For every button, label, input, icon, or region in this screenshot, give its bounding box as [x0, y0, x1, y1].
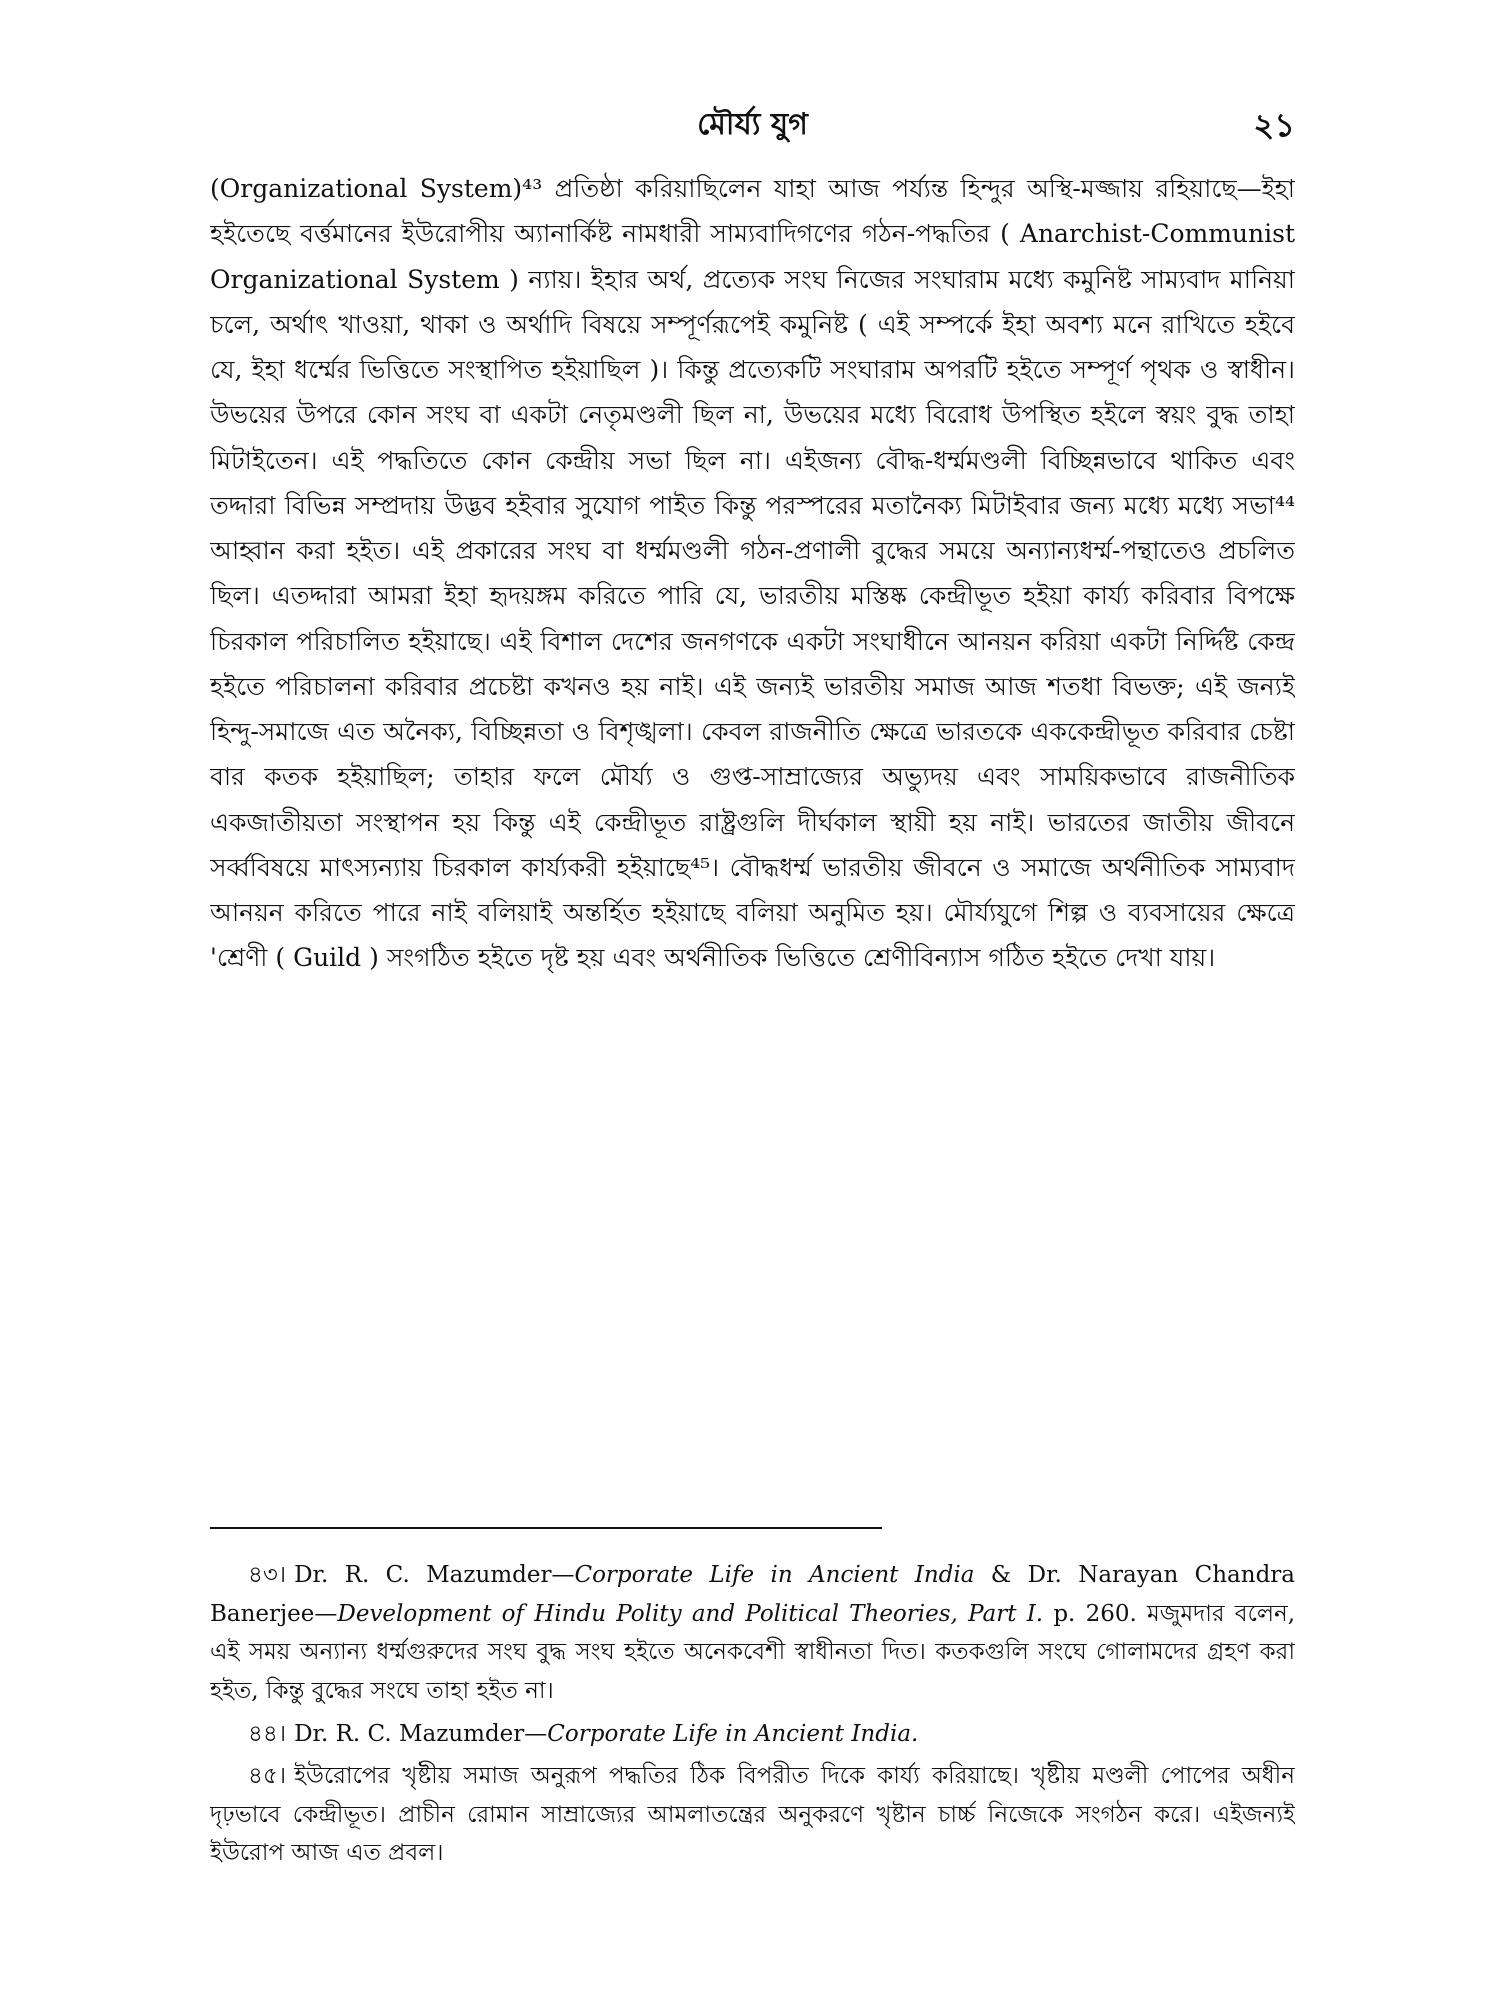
footnote-number: ৪৩। — [248, 1562, 287, 1588]
footnote-text: & Dr. Narayan Chandra Banerjee— — [210, 1562, 1295, 1627]
running-head — [210, 100, 1295, 144]
main-text — [210, 166, 1295, 1496]
chapter-title: মৌর্য্য যুগ — [697, 107, 808, 142]
footnote-text: p. 260. মজুমদার বলেন, এই সময় অন্যান্য ধর্ম্মগুরুদের সংঘ বুদ্ধ সংঘ হইতে অনেকবেশী স্বাধীনতা দিত। কতকগুলি সংঘে গোলামদের গ্রহণ করা হইত, কিন্তু বুদ্ধের সংঘে তাহা হইত না। — [210, 1600, 1295, 1704]
footnote-text: ইউরোপের খৃষ্টীয় সমাজ অনুরূপ পদ্ধতির ঠিক বিপরীত দিকে কার্য্য করিয়াছে। খৃষ্টীয় মণ্ডলী পোপের অধীন দৃঢ়ভাবে কেন্দ্রীভূত। প্রাচীন রোমান সাম্রাজ্যের আমলাতন্ত্রের অনুকরণে খৃষ্টান চার্চ্চ নিজেকে সংগঠন করে। এইজন্যই ইউরোপ আজ এত প্রবল। — [210, 1763, 1295, 1867]
footnote-number: ৪৫। — [248, 1763, 287, 1790]
footnote-work-title: Corporate Life in Ancient India — [574, 1562, 975, 1588]
footnotes — [210, 1556, 1295, 1956]
page-number: ২১ — [1253, 106, 1295, 144]
footnote-43 — [210, 1556, 1295, 1711]
footnote-45 — [210, 1757, 1295, 1873]
footnote-number: ৪৪। — [248, 1720, 287, 1747]
footnote-work-title: Development of Hindu Polity and Political Theories, Part I. — [337, 1600, 1044, 1627]
footnote-divider — [210, 1527, 882, 1529]
footnote-work-title: Corporate Life in Ancient India. — [547, 1720, 919, 1747]
footnote-text: Dr. R. C. Mazumder— — [294, 1720, 548, 1747]
footnote-44 — [210, 1715, 1295, 1754]
footnote-text: Dr. R. C. Mazumder— — [294, 1562, 575, 1588]
body-paragraph: (Organizational System)⁴³ প্রতিষ্ঠা করিয়াছিলেন যাহা আজ পর্য্যন্ত হিন্দুর অস্থি-মজ্জায় রহিয়াছে—ইহা হইতেছে বর্ত্তমানের ইউরোপীয় অ্যানার্কিষ্ট নামধারী সাম্যবাদিগণের গঠন-পদ্ধতির ( Anarchist-Communist Organizational System ) ন্যায়। ইহার অর্থ, প্রত্যেক সংঘ নিজের সংঘারাম মধ্যে কমুনিষ্ট সাম্যবাদ মানিয়া চলে, অর্থাৎ খাওয়া, থাকা ও অর্থাদি বিষয়ে সম্পূর্ণরূপেই কমুনিষ্ট ( এই সম্পর্কে ইহা অবশ্য মনে রাখিতে হইবে যে, ইহা ধর্ম্মের ভিত্তিতে সংস্থাপিত হইয়াছিল )। কিন্তু প্রত্যেকটি সংঘারাম অপরটি হইতে সম্পূর্ণ পৃথক ও স্বাধীন। উভয়ের উপরে কোন সংঘ বা একটা নেতৃমণ্ডলী ছিল না, উভয়ের মধ্যে বিরোধ উপস্থিত হইলে স্বয়ং বুদ্ধ তাহা মিটাইতেন। এই পদ্ধতিতে কোন কেন্দ্রীয় সভা ছিল না। এইজন্য বৌদ্ধ-ধর্ম্মমণ্ডলী বিচ্ছিন্নভাবে থাকিত এবং তদ্দারা বিভিন্ন সম্প্রদায় উদ্ভব হইবার সুযোগ পাইত কিন্তু পরস্পরের মতানৈক্য মিটাইবার জন্য মধ্যে মধ্যে সভা⁴⁴ আহ্বান করা হইত। এই প্রকারের সংঘ বা ধর্ম্মমণ্ডলী গঠন-প্রণালী বুদ্ধের সময়ে অন্যান্যধর্ম্ম-পন্থাতেও প্রচলিত ছিল। এতদ্দারা আমরা ইহা হৃদয়ঙ্গম করিতে পারি যে, ভারতীয় মস্তিষ্ক কেন্দ্রীভূত হইয়া কার্য্য করিবার বিপক্ষে চিরকাল পরিচালিত হইয়াছে। এই বিশাল দেশের জনগণকে একটা সংঘাধীনে আনয়ন করিয়া একটা নির্দ্দিষ্ট কেন্দ্র হইতে পরিচালনা করিবার প্রচেষ্টা কখনও হয় নাই। এই জন্যই ভারতীয় সমাজ আজ শতধা বিভক্ত; এই জন্যই হিন্দু-সমাজে এত অনৈক্য, বিচ্ছিন্নতা ও বিশৃঙ্খলা। কেবল রাজনীতি ক্ষেত্রে ভারতকে এককেন্দ্রীভূত করিবার চেষ্টা বার কতক হইয়াছিল; তাহার ফলে মৌর্য্য ও গুপ্ত-সাম্রাজ্যের অভ্যুদয় এবং সাময়িকভাবে রাজনীতিক একজাতীয়তা সংস্থাপন হয় কিন্তু এই কেন্দ্রীভূত রাষ্ট্রগুলি দীর্ঘকাল স্থায়ী হয় নাই। ভারতের জাতীয় জীবনে সর্ব্ববিষয়ে মাৎস্যন্যায় চিরকাল কার্য্যকরী হইয়াছে⁴⁵। বৌদ্ধধর্ম্ম ভারতীয় জীবনে ও সমাজে অর্থনীতিক সাম্যবাদ আনয়ন করিতে পারে নাই বলিয়াই অন্তর্হিত হইয়াছে বলিয়া অনুমিত হয়। মৌর্য্যযুগে শিল্প ও ব্যবসায়ের ক্ষেত্রে 'শ্রেণী ( Guild ) সংগঠিত হইতে দৃষ্ট হয় এবং অর্থনীতিক ভিত্তিতে শ্রেণীবিন্যাস গঠিত হইতে দেখা যায়। — [210, 174, 1295, 973]
